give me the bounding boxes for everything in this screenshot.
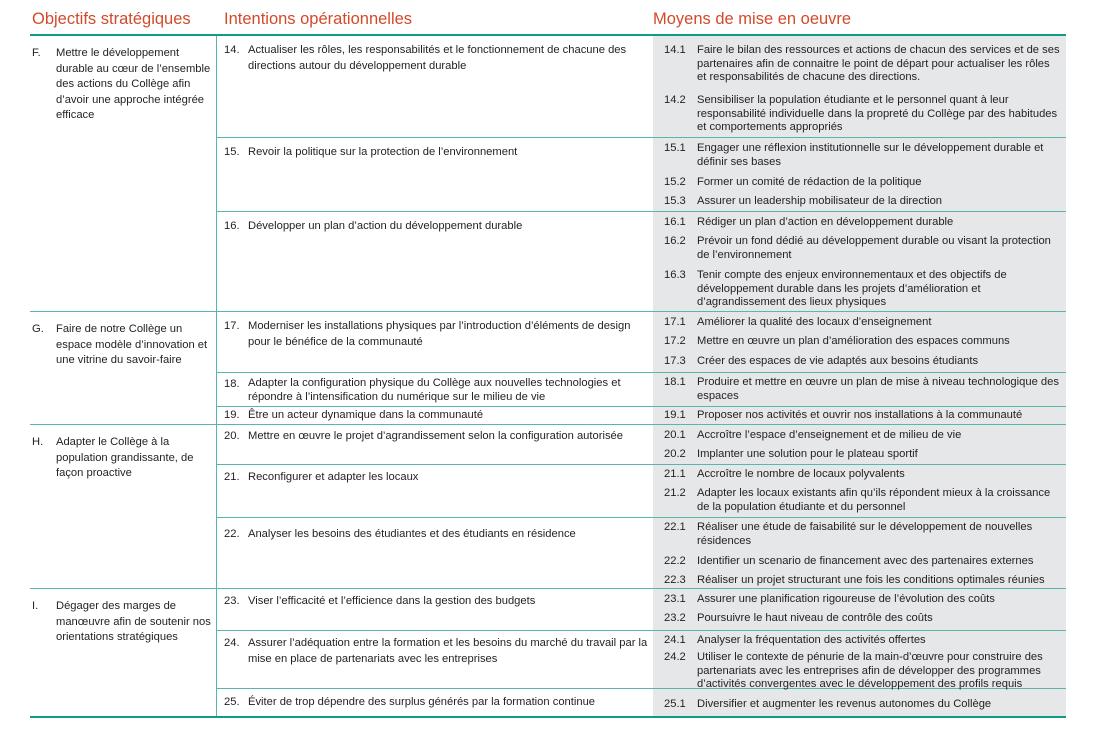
means-group (653, 373, 1066, 407)
means-text: Engager une réflexion institutionnelle sur le développement durable et définir ses bases (697, 142, 1044, 168)
objective-row (30, 589, 216, 716)
means-number: 22.1 (664, 521, 686, 533)
means-text: Accroître l’espace d’enseignement et de milieu de vie (697, 429, 962, 441)
means-number: 22.3 (664, 574, 686, 586)
intention-row (217, 465, 653, 518)
intention-number: 16. (224, 220, 240, 232)
objective-text: Faire de notre Collège un espace modèle d’innovation et une vitrine du savoir-faire (56, 323, 208, 366)
means-text: Rédiger un plan d’action en développement durable (697, 216, 954, 228)
means-group (653, 425, 1066, 465)
means-text: Utiliser le contexte de pénurie de la main-d’œuvre pour construire des partenariats avec les entreprises afin de développer des programmes d’activités convergentes avec le développement des profils requis (697, 651, 1043, 690)
means-number: 19.1 (664, 409, 686, 421)
strategy-table (30, 34, 1066, 718)
means-number: 23.2 (664, 612, 686, 624)
means-number: 21.1 (664, 468, 686, 480)
intention-row (217, 407, 653, 425)
means-text: Créer des espaces de vie adaptés aux besoins étudiants (697, 355, 979, 367)
objective-row (30, 36, 216, 312)
strategic-plan-page (30, 0, 1066, 729)
means-number: 22.2 (664, 555, 686, 567)
intention-row (217, 373, 653, 407)
means-group (653, 312, 1066, 373)
intention-number: 18. (224, 378, 240, 390)
intention-text: Reconfigurer et adapter les locaux (248, 471, 419, 483)
intention-number: 19. (224, 409, 240, 421)
means-number: 25.1 (664, 698, 686, 710)
intention-text: Actualiser les rôles, les responsabilités et le fonctionnement de chacune des directions autour du développement durable (248, 44, 627, 72)
means-text: Améliorer la qualité des locaux d’enseignement (697, 316, 932, 328)
intention-number: 24. (224, 637, 240, 649)
intention-number: 14. (224, 44, 240, 56)
means-number: 20.1 (664, 429, 686, 441)
intention-row (217, 689, 653, 716)
intention-text: Revoir la politique sur la protection de l’environnement (248, 146, 518, 158)
intention-number: 25. (224, 696, 240, 708)
column-headers (30, 8, 1066, 32)
intention-text: Moderniser les installations physiques par l’introduction d’éléments de design pour le bénéfice de la communauté (248, 320, 631, 348)
objective-row (30, 312, 216, 425)
means-number: 17.1 (664, 316, 686, 328)
means-text: Analyser la fréquentation des activités offertes (697, 634, 926, 646)
objective-row (30, 425, 216, 589)
intention-text: Être un acteur dynamique dans la communauté (248, 409, 484, 421)
means-text: Adapter les locaux existants afin qu’ils répondent mieux à la croissance de la population étudiante et du personnel (697, 487, 1051, 513)
intention-number: 15. (224, 146, 240, 158)
means-group (653, 212, 1066, 312)
intention-row (217, 312, 653, 373)
objective-text: Mettre le développement durable au cœur de l’ensemble des actions du Collège afin d’avoir une approche intégrée efficace (56, 47, 211, 121)
means-text: Proposer nos activités et ouvrir nos installations à la communauté (697, 409, 1023, 421)
means-text: Accroître le nombre de locaux polyvalents (697, 468, 905, 480)
objective-text: Dégager des marges de manœuvre afin de soutenir nos orientations stratégiques (56, 600, 211, 643)
means-group (653, 138, 1066, 212)
intention-number: 21. (224, 471, 240, 483)
means-number: 14.1 (664, 44, 686, 56)
means-number: 15.2 (664, 176, 686, 188)
intention-text: Développer un plan d’action du développement durable (248, 220, 523, 232)
means-number: 21.2 (664, 487, 686, 499)
means-number: 18.1 (664, 376, 686, 388)
objective-letter: I. (32, 600, 39, 612)
intention-text: Éviter de trop dépendre des surplus générés par la formation continue (248, 696, 596, 708)
means-text: Faire le bilan des ressources et actions de chacun des services et de ses partenaires afin de connaitre le point de départ pour actualiser les rôles et responsabilités de chacune des directions. (697, 44, 1060, 83)
intention-number: 22. (224, 528, 240, 540)
means-group (653, 36, 1066, 138)
intention-text: Adapter la configuration physique du Collège aux nouvelles technologies et répondre à l’intensification du numérique sur le milieu de vie (248, 377, 621, 403)
means-group (653, 407, 1066, 425)
means-number: 17.3 (664, 355, 686, 367)
intention-number: 17. (224, 320, 240, 332)
means-number: 14.2 (664, 94, 686, 106)
objective-letter: G. (32, 323, 44, 335)
means-text: Sensibiliser la population étudiante et le personnel quant à leur responsabilité individuelle dans la propreté du Collège par des habitudes et comportements appropriés (697, 94, 1058, 133)
intention-row (217, 425, 653, 465)
means-number: 17.2 (664, 335, 686, 347)
means-text: Prévoir un fond dédié au développement durable ou visant la protection de l’environnement (697, 235, 1051, 261)
intention-number: 20. (224, 430, 240, 442)
means-text: Réaliser un projet structurant une fois les conditions optimales réunies (697, 574, 1045, 586)
intention-text: Analyser les besoins des étudiantes et des étudiants en résidence (248, 528, 576, 540)
objective-letter: F. (32, 47, 41, 59)
header-implementation-means: Moyens de mise en oeuvre (653, 10, 852, 28)
means-number: 15.3 (664, 195, 686, 207)
means-text: Réaliser une étude de faisabilité sur le développement de nouvelles résidences (697, 521, 1033, 547)
intention-text: Mettre en œuvre le projet d’agrandissement selon la configuration autorisée (248, 430, 623, 442)
means-number: 16.1 (664, 216, 686, 228)
objective-letter: H. (32, 436, 44, 448)
header-strategic-objectives: Objectifs stratégiques (32, 10, 191, 28)
means-text: Diversifier et augmenter les revenus autonomes du Collège (697, 698, 992, 710)
intention-row (217, 212, 653, 312)
means-text: Mettre en œuvre un plan d’amélioration des espaces communs (697, 335, 1010, 347)
means-number: 16.3 (664, 269, 686, 281)
means-number: 23.1 (664, 593, 686, 605)
intention-row (217, 589, 653, 631)
means-text: Assurer un leadership mobilisateur de la direction (697, 195, 943, 207)
intention-number: 23. (224, 595, 240, 607)
means-text: Implanter une solution pour le plateau sportif (697, 448, 918, 460)
means-group (653, 689, 1066, 716)
means-number: 24.1 (664, 634, 686, 646)
means-group (653, 465, 1066, 518)
intention-row (217, 631, 653, 689)
means-text: Assurer une planification rigoureuse de l’évolution des coûts (697, 593, 995, 605)
means-number: 24.2 (664, 651, 686, 663)
means-number: 16.2 (664, 235, 686, 247)
means-text: Former un comité de rédaction de la politique (697, 176, 922, 188)
means-text: Tenir compte des enjeux environnementaux et des objectifs de développement durable dans les projets d’amélioration et d’agrandissement des lieux physiques (697, 269, 1007, 308)
intention-text: Viser l’efficacité et l’efficience dans la gestion des budgets (248, 595, 536, 607)
intention-text: Assurer l’adéquation entre la formation et les besoins du marché du travail par la mise en place de partenariats avec les entreprises (248, 637, 648, 665)
intention-row (217, 36, 653, 138)
means-group (653, 631, 1066, 689)
means-text: Produire et mettre en œuvre un plan de mise à niveau technologique des espaces (697, 376, 1059, 402)
intention-row (217, 138, 653, 212)
header-operational-intentions: Intentions opérationnelles (224, 10, 413, 28)
means-text: Poursuivre le haut niveau de contrôle des coûts (697, 612, 933, 624)
means-group (653, 518, 1066, 589)
means-text: Identifier un scenario de financement avec des partenaires externes (697, 555, 1034, 567)
means-number: 15.1 (664, 142, 686, 154)
intention-row (217, 518, 653, 589)
means-group (653, 589, 1066, 631)
means-number: 20.2 (664, 448, 686, 460)
objective-text: Adapter le Collège à la population grandissante, de façon proactive (56, 436, 194, 479)
